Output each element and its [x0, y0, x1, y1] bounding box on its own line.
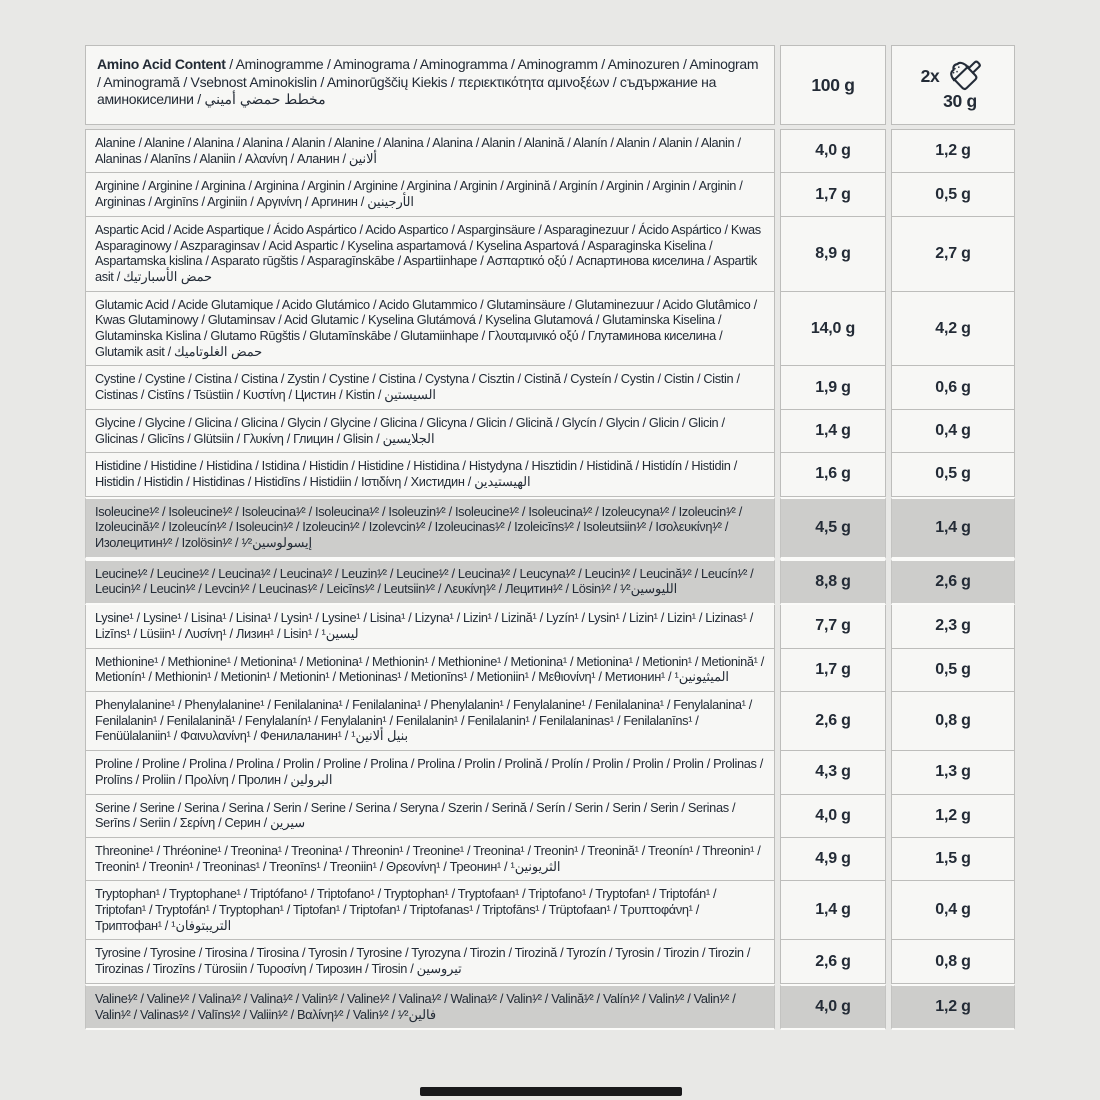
value-30g-cell: 2,6 g	[891, 559, 1015, 605]
value-30g-cell: 1,2 g	[891, 795, 1015, 838]
amino-acid-name-cell: Tryptophan¹ / Tryptophane¹ / Triptófano¹ / Triptofano¹ / Tryptophan¹ / Tryptofaan¹ / Triptofano¹ / Tryptofan¹ / Triptofán¹ / Triptofan¹ / Tryptofán¹ / Tryptophan¹ / Tiptofan¹ / Triptofan¹ / Triptofanas¹ / Triptofāns¹ / Trüptofaan¹ / Τρυπτοφάνη¹ / Триптофан¹ / التريبتوفان¹	[85, 881, 775, 940]
amino-acid-table	[85, 45, 1015, 1030]
value-100g-cell: 4,9 g	[780, 838, 886, 881]
amino-acid-name-cell: Glutamic Acid / Acide Glutamique / Acido Glutámico / Acido Glutammico / Glutaminsäure / Glutaminezuur / Acido Glutâmico / Kwas Glutaminowy / Glutaminsav / Acid Glutamic / Kyselina Glutámová / Kyselina Glutamová / Glutaminska Kiselina / Glutaminska Kislina / Glutamo Rūgštis / Glutamīnskābe / Glutamiinhape / Γλουταμινικό οξύ / Глутаминова киселина / Glutamik asit / حمض الغلوتاميك	[85, 292, 775, 367]
amino-acid-name-cell: Cystine / Cystine / Cistina / Cistina / Zystin / Cystine / Cistina / Cystyna / Cisztin / Cistină / Cysteín / Cystin / Cistin / Cistin / Cistinas / Cistīns / Tsüstiin / Κυστίνη / Цистин / Kistin / السيستين	[85, 366, 775, 409]
column-header-100g	[780, 45, 886, 125]
value-30g-cell: 0,5 g	[891, 453, 1015, 496]
amino-acid-name-cell: Aspartic Acid / Acide Aspartique / Ácido Aspártico / Acido Aspartico / Asparginsäure / Asparaginezuur / Ácido Aspártico / Kwas Asparaginowy / Aszparaginsav / Acid Aspartic / Kyselina aspartamová / Kyselina Aspartová / Asparaginska Kiselina / Aspartamska kislina / Asparato rūgštis / Asparagīnskābe / Aspartiinhape / Ασπαρτικό οξύ / Аспартинова киселина / Aspartik asit / حمض الأسبارتيك	[85, 217, 775, 292]
value-100g-cell: 1,7 g	[780, 649, 886, 692]
amino-acid-name-cell: Serine / Serine / Serina / Serina / Serin / Serine / Serina / Seryna / Szerin / Serină / Serín / Serin / Serin / Serin / Serinas / Serīns / Seriin / Σερίνη / Серин / سيرين	[85, 795, 775, 838]
value-30g-cell: 0,5 g	[891, 173, 1015, 216]
value-30g-cell: 0,8 g	[891, 692, 1015, 751]
amino-acid-name-cell: Glycine / Glycine / Glicina / Glicina / Glycin / Glycine / Glicina / Glicyna / Glicin / Glicină / Glycín / Glycin / Glicin / Glicin / Glicinas / Glicīns / Glütsiin / Γλυκίνη / Глицин / Glisin / الجلايسين	[85, 410, 775, 453]
amino-acid-name-cell: Alanine / Alanine / Alanina / Alanina / Alanin / Alanine / Alanina / Alanina / Alanin / Alanină / Alanín / Alanin / Alanin / Alanin / Alaninas / Alanīns / Alaniin / Αλανίνη / Аланин / ألانين	[85, 129, 775, 173]
value-100g-cell: 4,0 g	[780, 129, 886, 173]
table-title-rest: / Aminogramme / Aminograma / Aminogramma / Aminogramm / Aminozuren / Aminogram / Aminogramă / Vsebnost Aminokislin / Aminorūgščių Kiekis / περιεκτικότητα αμινοξέων / съдържание на аминокиселини / مخطط حمضي أميني	[97, 56, 759, 108]
value-100g-cell: 8,8 g	[780, 559, 886, 605]
column-header-2x-label: 2x	[920, 66, 940, 86]
value-100g-cell: 1,7 g	[780, 173, 886, 216]
table-title-bold: Amino Acid Content	[97, 56, 226, 72]
amino-acid-name-cell: Proline / Proline / Prolina / Prolina / Prolin / Proline / Prolina / Prolina / Prolin / Prolină / Prolín / Prolin / Prolin / Prolin / Prolinas / Prolīns / Proliin / Προλίνη / Пролин / البرولين	[85, 751, 775, 794]
value-30g-cell: 0,6 g	[891, 366, 1015, 409]
value-100g-cell: 4,0 g	[780, 984, 886, 1030]
value-100g-cell: 1,6 g	[780, 453, 886, 496]
amino-acid-name-cell: Arginine / Arginine / Arginina / Arginina / Arginin / Arginine / Arginina / Arginin / Arginină / Arginín / Arginin / Arginin / Arginin / Argininas / Arginīns / Arginiin / Αργινίνη / Аргинин / الأرجينين	[85, 173, 775, 216]
value-30g-cell: 0,4 g	[891, 410, 1015, 453]
value-100g-cell: 2,6 g	[780, 692, 886, 751]
column-header-100g-label: 100 g	[811, 74, 855, 95]
column-header-2x30g	[891, 45, 1015, 125]
amino-acid-name-cell: Methionine¹ / Methionine¹ / Metionina¹ / Metionina¹ / Methionin¹ / Methionine¹ / Metionina¹ / Metionina¹ / Metionin¹ / Metionină¹ / Metionín¹ / Methionin¹ / Metionin¹ / Metionin¹ / Metioninas¹ / Metionīns¹ / Metioniin¹ / Μεθιονίνη¹ / Метионин¹ / الميثيونين¹	[85, 649, 775, 692]
value-100g-cell: 14,0 g	[780, 292, 886, 367]
value-100g-cell: 2,6 g	[780, 940, 886, 983]
amino-acid-name-cell: Isoleucine¹⁄² / Isoleucine¹⁄² / Isoleucina¹⁄² / Isoleucina¹⁄² / Isoleuzin¹⁄² / Isoleucine¹⁄² / Isoleucina¹⁄² / Izoleucyna¹⁄² / Izoleucin¹⁄² / Izoleucină¹⁄² / Izoleucín¹⁄² / Isoleucin¹⁄² / Izoleucin¹⁄² / Izolevcin¹⁄² / Izoleucinas¹⁄² / Izoleicīns¹⁄² / Isoleutsiin¹⁄² / Ισολευκίνη¹⁄² / Изолецитин¹⁄² / Izolösin¹⁄² / إيسولوسين¹⁄²	[85, 497, 775, 559]
value-30g-cell: 1,5 g	[891, 838, 1015, 881]
value-100g-cell: 8,9 g	[780, 217, 886, 292]
value-100g-cell: 7,7 g	[780, 605, 886, 648]
value-30g-cell: 0,5 g	[891, 649, 1015, 692]
value-30g-cell: 1,2 g	[891, 129, 1015, 173]
value-30g-cell: 1,3 g	[891, 751, 1015, 794]
table-title	[85, 45, 775, 125]
amino-acid-name-cell: Lysine¹ / Lysine¹ / Lisina¹ / Lisina¹ / Lysin¹ / Lysine¹ / Lisina¹ / Lizyna¹ / Lizin¹ / Lizină¹ / Lyzín¹ / Lysin¹ / Lizin¹ / Lizin¹ / Lizinas¹ / Lizīns¹ / Lüsiin¹ / Λυσίνη¹ / Лизин¹ / Lisin¹ / ليسين¹	[85, 605, 775, 648]
value-30g-cell: 1,2 g	[891, 984, 1015, 1030]
value-30g-cell: 0,8 g	[891, 940, 1015, 983]
amino-acid-name-cell: Histidine / Histidine / Histidina / Istidina / Histidin / Histidine / Histidina / Histydyna / Hisztidin / Histidină / Histidín / Histidin / Histidin / Histidin / Histidinas / Histidīns / Histidiin / Ιστιδίνη / Хистидин / الهيستيدين	[85, 453, 775, 496]
scoop-icon	[943, 59, 985, 95]
amino-acid-name-cell: Valine¹⁄² / Valine¹⁄² / Valina¹⁄² / Valina¹⁄² / Valin¹⁄² / Valine¹⁄² / Valina¹⁄² / Walina¹⁄² / Valin¹⁄² / Valină¹⁄² / Valín¹⁄² / Valin¹⁄² / Valin¹⁄² / Valin¹⁄² / Valinas¹⁄² / Valīns¹⁄² / Valiin¹⁄² / Βαλίνη¹⁄² / Valin¹⁄² / فالين¹⁄²	[85, 984, 775, 1030]
amino-acid-name-cell: Tyrosine / Tyrosine / Tirosina / Tirosina / Tyrosin / Tyrosine / Tyrozyna / Tirozin / Tirozină / Tyrozín / Tyrosin / Tirozin / Tirozin / Tirozinas / Tirozīns / Türosiin / Τυροσίνη / Тирозин / Tirosin / تيروسين	[85, 940, 775, 983]
value-100g-cell: 4,3 g	[780, 751, 886, 794]
value-100g-cell: 4,5 g	[780, 497, 886, 559]
amino-acid-name-cell: Phenylalanine¹ / Phenylalanine¹ / Fenilalanina¹ / Fenilalanina¹ / Phenylalanin¹ / Fenylalanine¹ / Fenilalanina¹ / Fenylalanina¹ / Fenilalanin¹ / Fenilalanină¹ / Fenylalanín¹ / Fenylalanin¹ / Fenilalanin¹ / Fenilalanin¹ / Fenilalaninas¹ / Fenilalanīns¹ / Fenüülalaniin¹ / Φαινυλανίνη¹ / Фенилаланин¹ / بنيل ألانين¹	[85, 692, 775, 751]
value-30g-cell: 0,4 g	[891, 881, 1015, 940]
value-100g-cell: 1,9 g	[780, 366, 886, 409]
value-30g-cell: 2,3 g	[891, 605, 1015, 648]
bottom-bar	[420, 1087, 682, 1096]
value-30g-cell: 1,4 g	[891, 497, 1015, 559]
amino-acid-name-cell: Leucine¹⁄² / Leucine¹⁄² / Leucina¹⁄² / Leucina¹⁄² / Leuzin¹⁄² / Leucine¹⁄² / Leucina¹⁄² / Leucyna¹⁄² / Leucin¹⁄² / Leucină¹⁄² / Leucín¹⁄² / Leucin¹⁄² / Leucin¹⁄² / Levcin¹⁄² / Leucinas¹⁄² / Leicīns¹⁄² / Leutsiin¹⁄² / Λευκίνη¹⁄² / Лецитин¹⁄² / Lösin¹⁄² / الليوسين¹⁄²	[85, 559, 775, 605]
value-100g-cell: 1,4 g	[780, 410, 886, 453]
value-100g-cell: 4,0 g	[780, 795, 886, 838]
value-30g-cell: 2,7 g	[891, 217, 1015, 292]
value-30g-cell: 4,2 g	[891, 292, 1015, 367]
value-100g-cell: 1,4 g	[780, 881, 886, 940]
amino-acid-name-cell: Threonine¹ / Thréonine¹ / Treonina¹ / Treonina¹ / Threonin¹ / Treonine¹ / Treonina¹ / Treonin¹ / Treonină¹ / Treonín¹ / Threonin¹ / Treonin¹ / Treonin¹ / Treoninas¹ / Treonīns¹ / Treoniin¹ / Θρεονίνη¹ / Треонин¹ / الثريونين¹	[85, 838, 775, 881]
column-header-30g-label: 30 g	[943, 90, 977, 111]
